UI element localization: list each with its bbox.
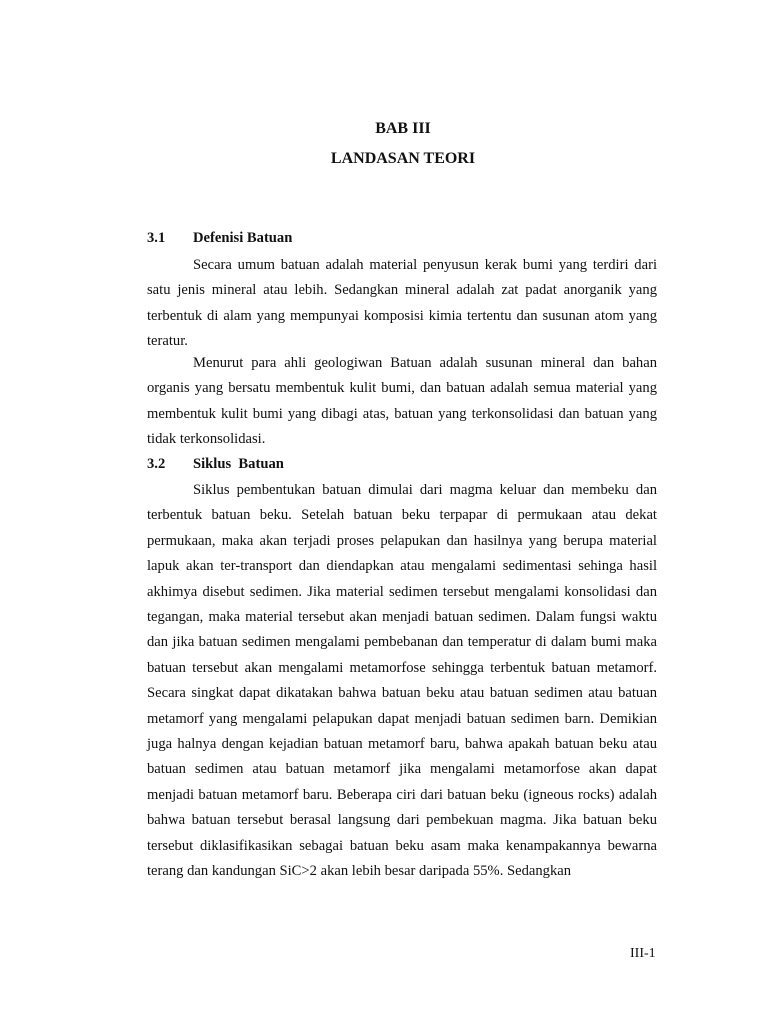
section-heading xyxy=(147,230,292,247)
paragraph: Siklus pembentukan batuan dimulai dari magma keluar dan membeku dan terbentuk batuan beku. Setelah batuan beku terpapar di permukaan atau dekat permukaan, maka akan terjadi proses pelapukan dan hasilnya yang berupa material lapuk akan ter-transport dan diendapkan atau mengalami sedimentasi sehinga hasil akhimya disebut sedimen. Jika material sedimen tersebut mengalami konsolidasi dan tegangan, maka material tersebut akan menjadi batuan sedimen. Dalam fungsi waktu dan jika batuan sedimen mengalami pembebanan dan temperatur di dalam bumi maka batuan tersebut akan mengalami metamorfose sehingga terbentuk batuan metamorf. Secara singkat dapat dikatakan bahwa batuan beku atau batuan sedimen atau batuan metamorf yang mengalami pelapukan dapat menjadi batuan sedimen barn. Demikian juga halnya dengan kejadian batuan metamorf baru, bahwa apakah batuan beku atau batuan sedimen atau batuan metamorf jika mengalami metamorfose akan dapat menjadi batuan metamorf baru. Beberapa ciri dari batuan beku (igneous rocks) adalah bahwa batuan tersebut berasal langsung dari pembekuan magma. Jika batuan beku tersebut diklasifikasikan sebagai batuan beku asam maka kenampakannya bewarna terang dan kandungan SiC>2 akan lebih besar daripada 55%. Sedangkan xyxy=(147,482,657,880)
section-title: Defenisi Batuan xyxy=(193,230,293,246)
section-number: 3.1 xyxy=(147,230,166,246)
chapter-title: LANDASAN TEORI xyxy=(330,150,476,167)
chapter-label: BAB III xyxy=(375,120,431,137)
paragraph: Menurut para ahli geologiwan Batuan adalah susunan mineral dan bahan organis yang bersatu membentuk kulit bumi, dan batuan adalah semua material yang membentuk kulit bumi yang dibagi atas, batuan yang terkonsolidasi dan batuan yang tidak terkonsolidasi. xyxy=(147,355,657,448)
paragraph: Secara umum batuan adalah material penyusun kerak bumi yang terdiri dari satu jenis mineral atau lebih. Sedangkan mineral adalah zat padat anorganik yang terbentuk di alam yang mempunyai komposisi kimia tertentu dan susunan atom yang teratur. xyxy=(147,257,657,350)
page-number: III-1 xyxy=(630,946,656,961)
section-heading xyxy=(147,456,284,473)
section-number: 3.2 xyxy=(147,456,166,472)
section-title: Siklus Batuan xyxy=(193,456,284,472)
